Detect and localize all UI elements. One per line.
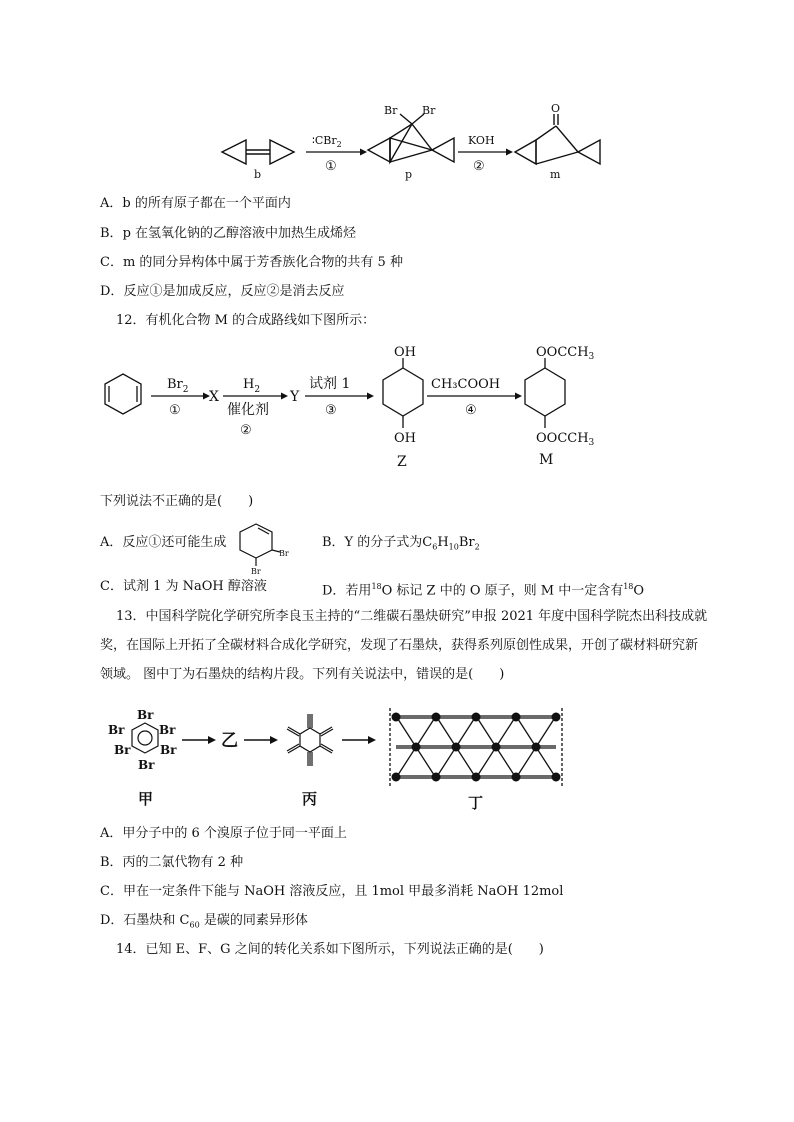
q13-option-c: C．甲在一定条件下能与 NaOH 溶液反应，且 1mol 甲最多消耗 NaOH 12mol [100, 884, 564, 899]
q11-option-c: C．m 的同分异构体中属于芳香族化合物的共有 5 种 [100, 255, 403, 270]
q11-option-a: A．b 的所有原子都在一个平面内 [100, 196, 291, 211]
q13-option-d: D．石墨炔和 $C_{60}$ 是碳的同素异形体 [100, 913, 308, 930]
catalyst: 催化剂 [227, 402, 269, 418]
hexaethynylbenzene [287, 714, 333, 766]
label-ding: 丁 [468, 794, 484, 812]
compound-z [383, 358, 423, 428]
q12-stem: 12．有机化合物 M 的合成路线如下图所示： [116, 313, 376, 328]
reagent-br2: $Br_2$ [167, 377, 189, 395]
step-4: ④ [465, 403, 477, 418]
step-1: ① [169, 403, 181, 418]
label-bing: 丙 [302, 790, 318, 808]
q13-stem-line3: 领域。 图中丁为石墨炔的结构片段。下列有关说法中，错误的是( ) [100, 667, 505, 682]
q12-option-c: C．试剂 1 为 NaOH 醇溶液 [100, 579, 267, 594]
m-oac-top: $OOCCH_3$ [536, 345, 595, 362]
q11-option-b: B．p 在氢氧化钠的乙醇溶液中加热生成烯烃 [100, 226, 357, 241]
q12-option-b: B．Y 的分子式为$C_6H_{10}Br_2$ [322, 535, 480, 552]
q11-option-d: D．反应①是加成反应，反应②是消去反应 [100, 284, 345, 299]
br-left: Br [384, 104, 398, 117]
hexabromobenzene [132, 723, 158, 753]
br-lower-left: Br [114, 743, 131, 757]
compound-m [525, 358, 565, 428]
reagent-1: 试剂 1 [309, 376, 351, 392]
br-upper-left: Br [108, 723, 125, 737]
q12-option-a: A．反应①还可能生成 [100, 535, 227, 550]
q12-question: 下列说法不正确的是( ) [100, 494, 254, 509]
q12-option-d: D．若用$^{18}$O 标记 Z 中的 O 原子，则 M 中一定含有$^{18}$O [322, 582, 645, 599]
z-oh-top: OH [394, 345, 416, 360]
step-1: ① [325, 159, 337, 174]
q13-stem-line1: 13．中国科学院化学研究所李良玉主持的“二维碳石墨炔研究”申报 2021 年度中国科学院杰出科技成就 [116, 609, 708, 624]
o-label: O [551, 102, 561, 115]
q14-stem: 14．已知 E、F、G 之间的转化关系如下图所示，下列说法正确的是( ) [116, 942, 544, 957]
q13-figure [100, 700, 570, 820]
reagent-ch3cooh: CH₃COOH [431, 377, 501, 392]
label-z: Z [397, 454, 407, 470]
m-oac-bottom: $OOCCH_3$ [536, 431, 595, 448]
step-3: ③ [325, 403, 337, 418]
q13-option-b: B．丙的二氯代物有 2 种 [100, 855, 244, 870]
cyclohexadiene [105, 374, 141, 414]
q11-reaction-scheme [210, 100, 610, 185]
br-upper-right: Br [159, 723, 176, 737]
intermediate-x: X [209, 389, 219, 405]
label-m: M [539, 452, 554, 468]
step-2: ② [240, 423, 252, 438]
br-bottom: Br [138, 758, 155, 772]
br-top: Br [137, 708, 154, 722]
q13-option-a: A．甲分子中的 6 个溴原子位于同一平面上 [100, 826, 347, 841]
reagent-h2: $H_2$ [243, 377, 261, 395]
br-1: Br [279, 549, 289, 558]
label-b: b [254, 168, 262, 181]
reagent-koh: KOH [468, 134, 495, 147]
br-right: Br [422, 104, 436, 117]
intermediate-y: Y [290, 389, 300, 405]
compound-b [222, 140, 294, 164]
reagent-cbr2: ∶CBr$_2$ [312, 134, 342, 149]
compound-p [368, 124, 432, 162]
br-lower-right: Br [160, 743, 177, 757]
step-2: ② [473, 159, 485, 174]
label-m: m [550, 168, 561, 181]
compound-m [515, 114, 600, 164]
label-jia: 甲 [138, 790, 154, 808]
q12-option-a-structure [232, 516, 296, 578]
label-p: p [405, 168, 413, 181]
br-2: Br [251, 567, 261, 576]
q13-stem-line2: 奖，在国际上开拓了全碳材料合成化学研究，发现了石墨炔，获得系列原创性成果，开创了碳材料研究新 [100, 638, 699, 653]
q12-reaction-scheme [95, 338, 635, 473]
label-yi: 乙 [221, 731, 238, 751]
z-oh-bottom: OH [394, 431, 416, 446]
